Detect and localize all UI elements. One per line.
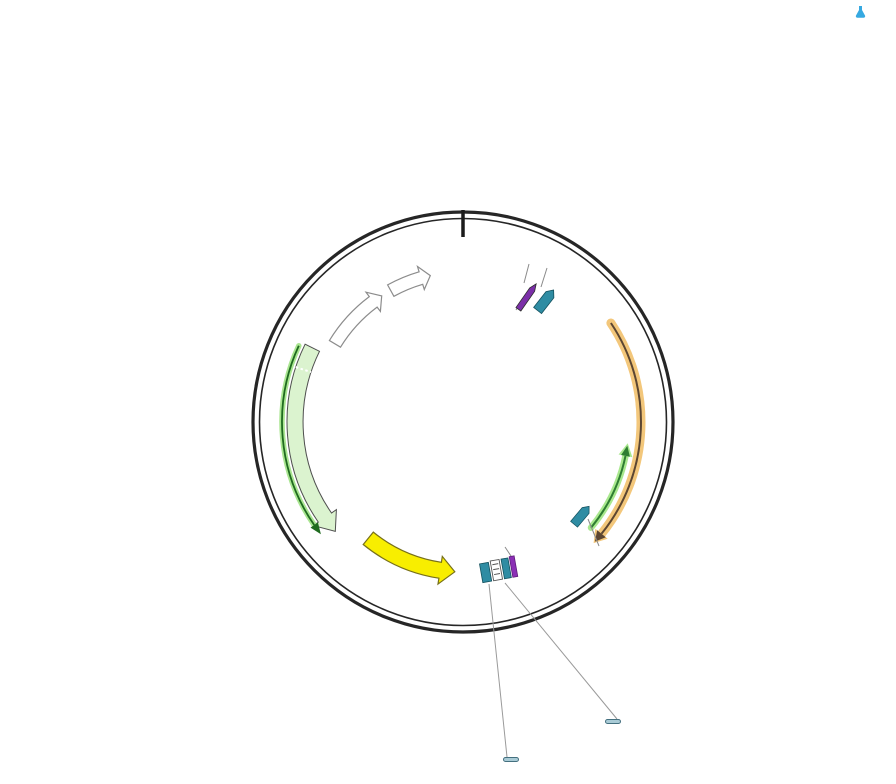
feature-label-cap-binding-site — [503, 757, 519, 762]
feature-label-lac-operator — [605, 719, 621, 724]
watermark — [851, 5, 870, 18]
snapgene-logo-icon — [855, 5, 866, 18]
